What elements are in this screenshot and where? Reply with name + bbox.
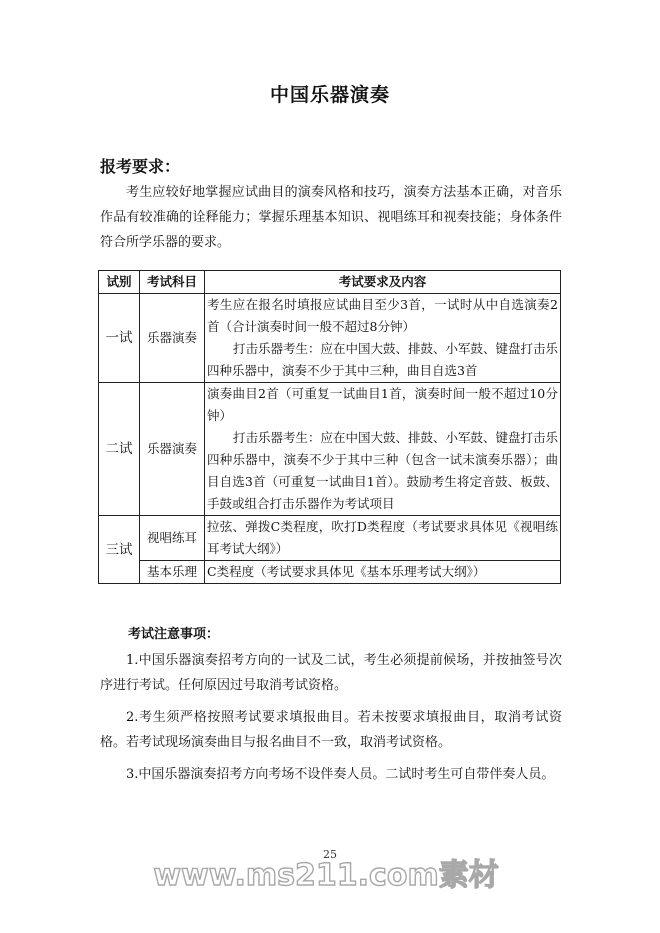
requirements-table <box>98 270 561 584</box>
round1-subject: 乐器演奏 <box>140 294 205 383</box>
round2-content <box>205 383 561 516</box>
page-number: 25 <box>323 848 337 861</box>
table-row-round3-b <box>99 561 561 584</box>
round2-para-1: 演奏曲目2首（可重复一试曲目1首，演奏时间一般不超过10分钟） <box>207 386 558 423</box>
round1-content <box>205 294 561 383</box>
round2-subject: 乐器演奏 <box>140 383 205 516</box>
note-item-1: 1.中国乐器演奏招考方向的一试及二试，考生必须提前候场，并按抽签号次序进行考试。任何原因过号取消考试资格。 <box>100 653 562 693</box>
section-heading: 报考要求： <box>100 157 181 176</box>
round2-para-2: 打击乐器考生：应在中国大鼓、排鼓、小军鼓、键盘打击乐四种乐器中，演奏不少于其中三种（包含一试未演奏乐器）；曲目自选3首（可重复一试曲目1首）。鼓励考生将定音鼓、板鼓、手鼓或组合打击乐器作为考试项目 <box>207 430 559 511</box>
page-title: 中国乐器演奏 <box>269 84 390 106</box>
note-item-3: 3.中国乐器演奏招考方向考场不设伴奏人员。二试时考生可自带伴奏人员。 <box>126 767 555 782</box>
watermark-text: www.ms211.com素材 <box>153 858 499 893</box>
intro-paragraph: 考生应较好地掌握应试曲目的演奏风格和技巧，演奏方法基本正确，对音乐作品有较准确的诠释能力；掌握乐理基本知识、视唱练耳和视奏技能；身体条件符合所学乐器的要求。 <box>100 185 562 250</box>
round3-content-1: 拉弦、弹拨C类程度，吹打D类程度（考试要求具体见《视唱练耳考试大纲》） <box>205 516 561 561</box>
round2-label: 二试 <box>99 383 140 516</box>
round1-label: 一试 <box>99 294 140 383</box>
round3-subject-2: 基本乐理 <box>140 561 205 584</box>
note-item-2: 2.考生须严格按照考试要求填报曲目。若未按要求填报曲目，取消考试资格。若考试现场演奏曲目与报名曲目不一致，取消考试资格。 <box>100 710 562 750</box>
table-row-round2 <box>99 383 561 516</box>
table-row-round1 <box>99 294 561 383</box>
round3-label: 三试 <box>99 516 140 584</box>
round3-content-2: C类程度（考试要求具体见《基本乐理考试大纲》） <box>205 561 561 584</box>
round1-para-1: 考生应在报名时填报应试曲目至少3首，一试时从中自选演奏2首（合计演奏时间一般不超过8分钟） <box>207 297 558 334</box>
round1-para-2: 打击乐器考生：应在中国大鼓、排鼓、小军鼓、键盘打击乐四种乐器中，演奏不少于其中三种，曲目自选3首 <box>207 341 559 378</box>
header-round: 试别 <box>99 271 140 294</box>
header-content: 考试要求及内容 <box>205 271 561 294</box>
notes-list <box>100 648 562 794</box>
round3-subject-1: 视唱练耳 <box>140 516 205 561</box>
table-row-round3-a <box>99 516 561 561</box>
header-subject: 考试科目 <box>140 271 205 294</box>
notes-heading: 考试注意事项： <box>128 627 220 642</box>
table-header-row <box>99 271 561 294</box>
